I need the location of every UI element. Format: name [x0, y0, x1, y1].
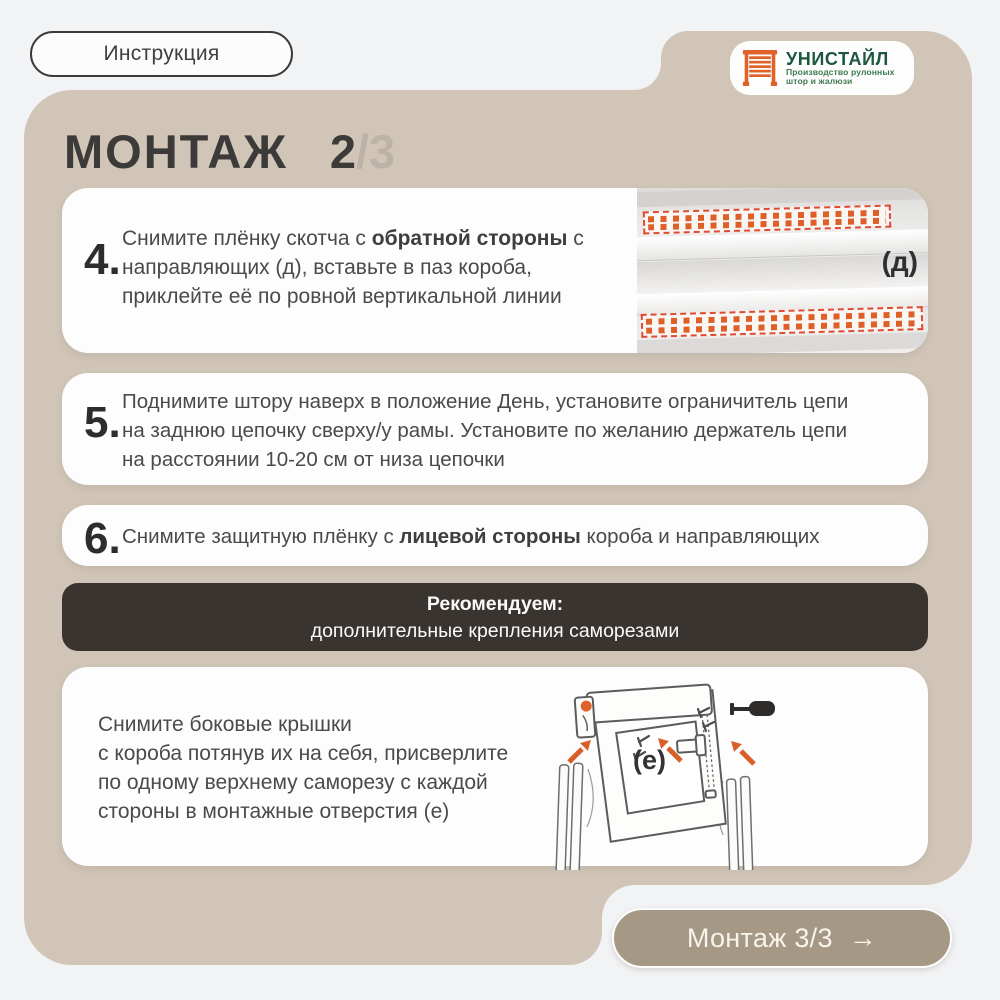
- brand-logo: [730, 41, 914, 95]
- page-title: [64, 124, 395, 179]
- recommendation-title: Рекомендуем:: [426, 593, 564, 615]
- step-6-text: Снимите защитную плёнку с лицевой стороны короба и направляющих: [122, 525, 820, 548]
- step-5-text: Поднимите штору наверх в положение День, установите ограничитель цепи на заднюю цепочку сверху/у рамы. Установите по желанию держатель цепи на расстоянии 10-20 см от низа цепочки: [122, 390, 849, 471]
- final-step-card: [62, 667, 928, 866]
- brand-tagline-line2: штор и жалюзи: [786, 76, 853, 87]
- final-step-text: Снимите боковые крышки с короба потянув их на себя, присверлите по одному верхнему саморезу с каждой стороны в монтажные отверстия (е): [98, 713, 509, 823]
- next-page-button[interactable]: [612, 908, 952, 968]
- guide-rails-photo: [637, 188, 928, 353]
- step-6-number: 6.: [84, 514, 121, 563]
- step-5-number: 5.: [84, 398, 121, 447]
- recommendation-banner: [62, 583, 928, 651]
- next-page-label: Монтаж 3/3: [686, 922, 833, 953]
- arrow-right-icon: →: [848, 922, 878, 953]
- instruction-badge[interactable]: [30, 31, 293, 77]
- installation-diagram: [545, 667, 805, 870]
- screwdriver-icon: [730, 701, 775, 716]
- right-guide-rails: [726, 777, 752, 870]
- diagram-label-e: (e): [633, 745, 666, 775]
- page-number-total: /3: [355, 125, 396, 178]
- left-guide-rails: [556, 763, 583, 870]
- blinds-icon: [742, 49, 778, 87]
- adhesive-tape-strip: [643, 205, 892, 235]
- step-4-card: [62, 188, 928, 353]
- brand-tagline-line1: Производство рулонных: [786, 67, 895, 78]
- title-text: МОНТАЖ: [64, 125, 288, 178]
- instruction-badge-label: Инструкция: [103, 42, 220, 65]
- photo-label-d: (д): [881, 246, 918, 277]
- brand-name: УНИСТАЙЛ: [786, 48, 889, 69]
- recommendation-text: дополнительные крепления саморезами: [310, 620, 680, 642]
- step-4-text: Снимите плёнку скотча с обратной стороны с направляющих (д), вставьте в паз короба, приклейте её по ровной вертикальной линии: [122, 227, 584, 308]
- step-6-card: [62, 505, 928, 566]
- page-number-current: 2: [329, 125, 356, 178]
- step-5-card: [62, 373, 928, 485]
- step-4-number: 4.: [84, 235, 121, 284]
